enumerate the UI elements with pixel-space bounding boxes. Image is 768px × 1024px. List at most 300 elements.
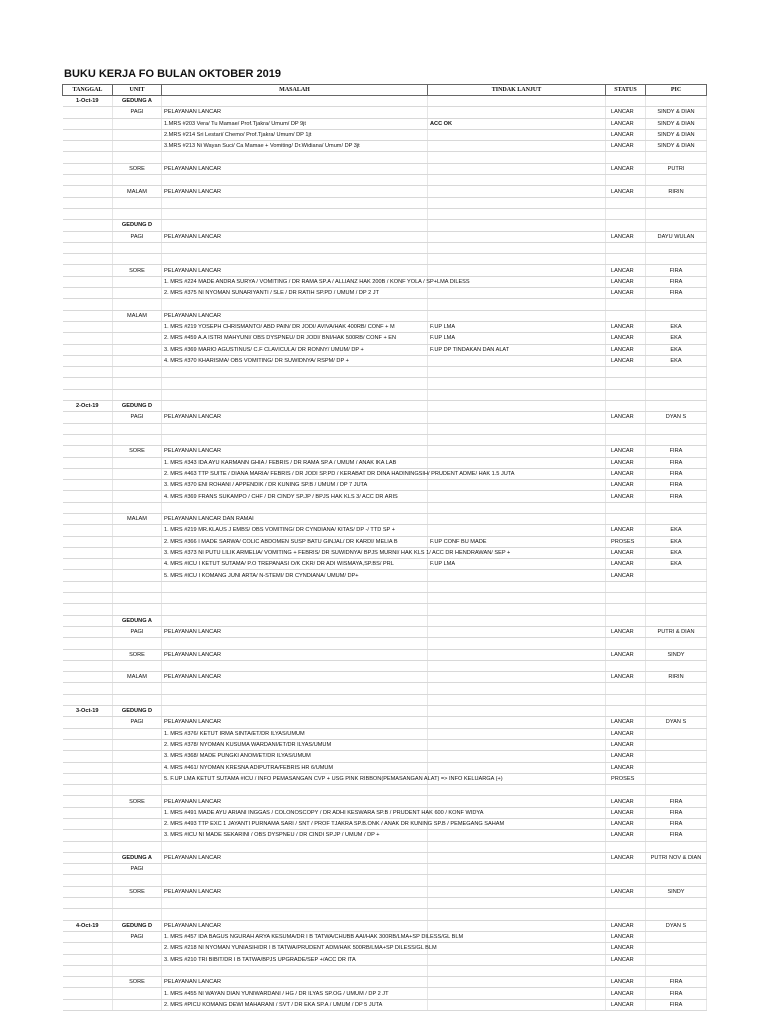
cell-tindak-lanjut[interactable] bbox=[428, 242, 606, 253]
cell-pic[interactable]: DYAN S bbox=[646, 412, 707, 423]
cell-status[interactable] bbox=[606, 841, 646, 852]
cell-pic[interactable] bbox=[646, 570, 707, 581]
cell-unit[interactable]: PAGI bbox=[113, 107, 162, 118]
cell-tanggal[interactable] bbox=[63, 536, 113, 547]
cell-pic[interactable]: PUTRI NOV & DIAN bbox=[646, 852, 707, 863]
cell-tanggal[interactable] bbox=[63, 638, 113, 649]
cell-pic[interactable] bbox=[646, 593, 707, 604]
cell-pic[interactable] bbox=[646, 208, 707, 219]
cell-tanggal[interactable] bbox=[63, 446, 113, 457]
cell-status[interactable]: PROSES bbox=[606, 773, 646, 784]
cell-tanggal[interactable] bbox=[63, 513, 113, 524]
cell-status[interactable]: LANCAR bbox=[606, 446, 646, 457]
cell-unit[interactable] bbox=[113, 875, 162, 886]
cell-status[interactable] bbox=[606, 615, 646, 626]
cell-pic[interactable]: FIRA bbox=[646, 977, 707, 988]
cell-unit[interactable] bbox=[113, 175, 162, 186]
cell-pic[interactable] bbox=[646, 502, 707, 513]
cell-unit[interactable]: MALAM bbox=[113, 186, 162, 197]
cell-masalah[interactable]: 1. MRS #224 MADE ANDRA SURYA / VOMITING / DR RAMA SP.A / ALLIANZ HAK 200B / KONF YOLA / SP+LMA DILESS bbox=[162, 276, 428, 287]
cell-unit[interactable] bbox=[113, 197, 162, 208]
cell-masalah[interactable] bbox=[162, 909, 428, 920]
cell-masalah[interactable]: PELAYANAN LANCAR bbox=[162, 717, 428, 728]
cell-unit[interactable] bbox=[113, 457, 162, 468]
cell-tindak-lanjut[interactable] bbox=[428, 412, 606, 423]
cell-pic[interactable]: SINDY bbox=[646, 649, 707, 660]
cell-masalah[interactable]: 1. MRS #457 IDA BAGUS NGURAH ARYA KESUMA/DR I B TATWA/CHUBB AAI/HAK 300RB/LMA+SP DILESS/GL BLM bbox=[162, 931, 428, 942]
cell-status[interactable]: LANCAR bbox=[606, 988, 646, 999]
cell-masalah[interactable]: PELAYANAN LANCAR bbox=[162, 886, 428, 897]
cell-unit[interactable] bbox=[113, 898, 162, 909]
cell-tindak-lanjut[interactable] bbox=[428, 401, 606, 412]
cell-status[interactable]: LANCAR bbox=[606, 931, 646, 942]
cell-pic[interactable]: FIRA bbox=[646, 468, 707, 479]
cell-tanggal[interactable] bbox=[63, 660, 113, 671]
cell-tanggal[interactable] bbox=[63, 186, 113, 197]
cell-status[interactable] bbox=[606, 367, 646, 378]
cell-tindak-lanjut[interactable] bbox=[428, 197, 606, 208]
cell-unit[interactable] bbox=[113, 288, 162, 299]
cell-unit[interactable] bbox=[113, 276, 162, 287]
cell-pic[interactable] bbox=[646, 683, 707, 694]
cell-masalah[interactable]: PELAYANAN LANCAR bbox=[162, 412, 428, 423]
cell-status[interactable] bbox=[606, 299, 646, 310]
cell-tindak-lanjut[interactable] bbox=[428, 852, 606, 863]
cell-masalah[interactable] bbox=[162, 785, 428, 796]
cell-pic[interactable] bbox=[646, 943, 707, 954]
cell-status[interactable]: LANCAR bbox=[606, 355, 646, 366]
cell-tindak-lanjut[interactable] bbox=[428, 977, 606, 988]
cell-masalah[interactable] bbox=[162, 875, 428, 886]
cell-pic[interactable]: DYAN S bbox=[646, 920, 707, 931]
cell-status[interactable] bbox=[606, 197, 646, 208]
cell-tanggal[interactable] bbox=[63, 242, 113, 253]
cell-tindak-lanjut[interactable] bbox=[428, 886, 606, 897]
cell-unit[interactable] bbox=[113, 604, 162, 615]
cell-pic[interactable] bbox=[646, 694, 707, 705]
cell-tindak-lanjut[interactable] bbox=[428, 615, 606, 626]
cell-unit[interactable] bbox=[113, 638, 162, 649]
cell-unit[interactable]: GEDUNG D bbox=[113, 220, 162, 231]
cell-tindak-lanjut[interactable] bbox=[428, 355, 606, 366]
cell-status[interactable]: LANCAR bbox=[606, 739, 646, 750]
cell-pic[interactable]: PUTRI bbox=[646, 163, 707, 174]
cell-tindak-lanjut[interactable] bbox=[428, 96, 606, 107]
cell-unit[interactable] bbox=[113, 355, 162, 366]
cell-pic[interactable] bbox=[646, 864, 707, 875]
cell-pic[interactable] bbox=[646, 615, 707, 626]
cell-tindak-lanjut[interactable] bbox=[428, 513, 606, 524]
cell-masalah[interactable]: 1. MRS #455 NI WAYAN DIAN YUNIWARDANI / HG / DR ILYAS SP.OG / UMUM / DP 2 JT bbox=[162, 988, 428, 999]
cell-masalah[interactable]: 2. MRS #493 TTP EXC 1 JAYANTI PURNAMA SARI / SNT / PROF TJAKRA SP.B.ONK / ANAK DR KUNING SP.B / PEMEGANG SAHAM bbox=[162, 819, 428, 830]
cell-unit[interactable]: MALAM bbox=[113, 672, 162, 683]
cell-unit[interactable] bbox=[113, 570, 162, 581]
cell-status[interactable] bbox=[606, 389, 646, 400]
cell-masalah[interactable]: 4. MRS #461/ NYOMAN KRESNA ADIPUTRA/FEBRIS HR 6/UMUM bbox=[162, 762, 428, 773]
cell-masalah[interactable]: 2. MRS #463 TTP SUITE / DIANA MARIA/ FEBRIS / DR JODI SP.PD / KERABAT DR DINA HADININGSIH/ PRUDENT ADME/ HAK 1.5 JUTA bbox=[162, 468, 428, 479]
cell-tindak-lanjut[interactable] bbox=[428, 909, 606, 920]
cell-masalah[interactable]: PELAYANAN LANCAR bbox=[162, 186, 428, 197]
cell-unit[interactable] bbox=[113, 434, 162, 445]
cell-masalah[interactable] bbox=[162, 581, 428, 592]
cell-tanggal[interactable] bbox=[63, 175, 113, 186]
cell-pic[interactable]: FIRA bbox=[646, 819, 707, 830]
cell-unit[interactable] bbox=[113, 785, 162, 796]
cell-status[interactable] bbox=[606, 898, 646, 909]
cell-pic[interactable]: EKA bbox=[646, 547, 707, 558]
cell-tanggal[interactable] bbox=[63, 954, 113, 965]
cell-status[interactable]: LANCAR bbox=[606, 751, 646, 762]
cell-tanggal[interactable] bbox=[63, 796, 113, 807]
cell-masalah[interactable]: PELAYANAN LANCAR bbox=[162, 649, 428, 660]
cell-tindak-lanjut[interactable] bbox=[428, 965, 606, 976]
cell-unit[interactable] bbox=[113, 299, 162, 310]
cell-pic[interactable]: FIRA bbox=[646, 288, 707, 299]
cell-tindak-lanjut[interactable] bbox=[428, 186, 606, 197]
cell-unit[interactable]: PAGI bbox=[113, 864, 162, 875]
cell-status[interactable]: LANCAR bbox=[606, 163, 646, 174]
cell-status[interactable]: LANCAR bbox=[606, 129, 646, 140]
cell-masalah[interactable] bbox=[162, 254, 428, 265]
cell-masalah[interactable] bbox=[162, 152, 428, 163]
cell-masalah[interactable] bbox=[162, 694, 428, 705]
cell-pic[interactable]: FIRA bbox=[646, 988, 707, 999]
cell-status[interactable] bbox=[606, 909, 646, 920]
cell-masalah[interactable]: PELAYANAN LANCAR bbox=[162, 265, 428, 276]
cell-unit[interactable] bbox=[113, 525, 162, 536]
cell-unit[interactable]: PAGI bbox=[113, 231, 162, 242]
cell-pic[interactable] bbox=[646, 581, 707, 592]
cell-tanggal[interactable] bbox=[63, 129, 113, 140]
cell-status[interactable] bbox=[606, 254, 646, 265]
cell-pic[interactable] bbox=[646, 762, 707, 773]
cell-tindak-lanjut[interactable] bbox=[428, 683, 606, 694]
cell-tanggal[interactable] bbox=[63, 208, 113, 219]
cell-tanggal[interactable] bbox=[63, 999, 113, 1010]
cell-tanggal[interactable] bbox=[63, 434, 113, 445]
cell-pic[interactable]: SINDY & DIAN bbox=[646, 107, 707, 118]
cell-tanggal[interactable] bbox=[63, 762, 113, 773]
cell-masalah[interactable]: PELAYANAN LANCAR bbox=[162, 626, 428, 637]
cell-masalah[interactable]: 1.MRS #203 Vera/ Tu Mamae/ Prof.Tjakra/ Umum/ DP 9jt bbox=[162, 118, 428, 129]
cell-status[interactable] bbox=[606, 513, 646, 524]
cell-pic[interactable]: DYAN S bbox=[646, 717, 707, 728]
cell-status[interactable]: LANCAR bbox=[606, 141, 646, 152]
cell-status[interactable] bbox=[606, 434, 646, 445]
cell-masalah[interactable] bbox=[162, 220, 428, 231]
cell-masalah[interactable]: 5. MRS #ICU I KOMANG JUNI ARTA/ N-STEMI/ DR CYNDIANA/ UMUM/ DP+ bbox=[162, 570, 428, 581]
cell-unit[interactable] bbox=[113, 909, 162, 920]
cell-status[interactable] bbox=[606, 875, 646, 886]
cell-tanggal[interactable] bbox=[63, 480, 113, 491]
cell-unit[interactable] bbox=[113, 547, 162, 558]
cell-masalah[interactable]: PELAYANAN LANCAR bbox=[162, 977, 428, 988]
cell-tanggal[interactable] bbox=[63, 626, 113, 637]
cell-unit[interactable] bbox=[113, 751, 162, 762]
cell-status[interactable]: LANCAR bbox=[606, 525, 646, 536]
cell-masalah[interactable]: PELAYANAN LANCAR DAN RAMAI bbox=[162, 513, 428, 524]
cell-pic[interactable]: FIRA bbox=[646, 796, 707, 807]
cell-unit[interactable]: SORE bbox=[113, 796, 162, 807]
cell-masalah[interactable]: PELAYANAN LANCAR bbox=[162, 920, 428, 931]
cell-status[interactable] bbox=[606, 864, 646, 875]
cell-masalah[interactable]: 2. MRS #378/ NYOMAN KUSUMA WARDANI/ET/DR ILYAS/UMUM bbox=[162, 739, 428, 750]
cell-unit[interactable] bbox=[113, 378, 162, 389]
cell-masalah[interactable] bbox=[162, 401, 428, 412]
cell-status[interactable]: LANCAR bbox=[606, 920, 646, 931]
cell-unit[interactable]: GEDUNG D bbox=[113, 706, 162, 717]
cell-tindak-lanjut[interactable] bbox=[428, 231, 606, 242]
cell-pic[interactable]: FIRA bbox=[646, 276, 707, 287]
cell-unit[interactable] bbox=[113, 491, 162, 502]
cell-pic[interactable]: DAYU WULAN bbox=[646, 231, 707, 242]
cell-unit[interactable] bbox=[113, 660, 162, 671]
cell-tanggal[interactable]: 3-Oct-19 bbox=[63, 706, 113, 717]
cell-pic[interactable] bbox=[646, 197, 707, 208]
cell-status[interactable]: LANCAR bbox=[606, 412, 646, 423]
cell-status[interactable]: LANCAR bbox=[606, 186, 646, 197]
cell-pic[interactable] bbox=[646, 638, 707, 649]
cell-unit[interactable] bbox=[113, 480, 162, 491]
cell-unit[interactable] bbox=[113, 739, 162, 750]
cell-tanggal[interactable] bbox=[63, 931, 113, 942]
cell-unit[interactable]: SORE bbox=[113, 446, 162, 457]
cell-masalah[interactable] bbox=[162, 367, 428, 378]
cell-unit[interactable] bbox=[113, 367, 162, 378]
cell-tindak-lanjut[interactable] bbox=[428, 152, 606, 163]
cell-tanggal[interactable] bbox=[63, 898, 113, 909]
cell-masalah[interactable] bbox=[162, 638, 428, 649]
cell-pic[interactable]: EKA bbox=[646, 344, 707, 355]
cell-tanggal[interactable] bbox=[63, 197, 113, 208]
cell-tindak-lanjut[interactable]: F.UP LMA bbox=[428, 333, 606, 344]
cell-tindak-lanjut[interactable] bbox=[428, 220, 606, 231]
cell-masalah[interactable]: 2. MRS #375 NI NYOMAN SUNARIYANTI / SLE / DR RATIH SP.PD / UMUM / DP 2 JT bbox=[162, 288, 428, 299]
cell-status[interactable] bbox=[606, 660, 646, 671]
cell-tanggal[interactable] bbox=[63, 672, 113, 683]
cell-tanggal[interactable] bbox=[63, 355, 113, 366]
cell-tanggal[interactable] bbox=[63, 491, 113, 502]
cell-masalah[interactable] bbox=[162, 965, 428, 976]
cell-tindak-lanjut[interactable] bbox=[428, 208, 606, 219]
cell-tindak-lanjut[interactable] bbox=[428, 254, 606, 265]
cell-unit[interactable]: PAGI bbox=[113, 717, 162, 728]
cell-unit[interactable]: GEDUNG A bbox=[113, 615, 162, 626]
cell-tanggal[interactable] bbox=[63, 525, 113, 536]
cell-pic[interactable]: SINDY & DIAN bbox=[646, 129, 707, 140]
cell-tindak-lanjut[interactable] bbox=[428, 796, 606, 807]
cell-pic[interactable] bbox=[646, 310, 707, 321]
cell-tanggal[interactable] bbox=[63, 502, 113, 513]
cell-tanggal[interactable] bbox=[63, 988, 113, 999]
cell-status[interactable]: LANCAR bbox=[606, 672, 646, 683]
cell-unit[interactable] bbox=[113, 954, 162, 965]
cell-tanggal[interactable] bbox=[63, 344, 113, 355]
cell-masalah[interactable] bbox=[162, 706, 428, 717]
cell-pic[interactable]: FIRA bbox=[646, 491, 707, 502]
cell-status[interactable]: LANCAR bbox=[606, 468, 646, 479]
cell-pic[interactable]: FIRA bbox=[646, 265, 707, 276]
cell-tanggal[interactable] bbox=[63, 717, 113, 728]
cell-unit[interactable] bbox=[113, 321, 162, 332]
cell-tindak-lanjut[interactable] bbox=[428, 841, 606, 852]
cell-masalah[interactable]: 4. MRS #369 FRANS SUKAMPO / CHF / DR CINDY SP.JP / BPJS HAK KLS 3/ ACC DR ARIS bbox=[162, 491, 428, 502]
cell-tanggal[interactable] bbox=[63, 152, 113, 163]
cell-masalah[interactable] bbox=[162, 389, 428, 400]
cell-unit[interactable]: SORE bbox=[113, 886, 162, 897]
cell-status[interactable]: LANCAR bbox=[606, 276, 646, 287]
cell-tindak-lanjut[interactable] bbox=[428, 141, 606, 152]
cell-pic[interactable] bbox=[646, 875, 707, 886]
cell-tindak-lanjut[interactable]: F.UP DP TINDAKAN DAN ALAT bbox=[428, 344, 606, 355]
cell-tindak-lanjut[interactable] bbox=[428, 288, 606, 299]
cell-tindak-lanjut[interactable] bbox=[428, 864, 606, 875]
cell-pic[interactable] bbox=[646, 96, 707, 107]
cell-masalah[interactable]: 3. MRS #ICU NI MADE SEKARINI / OBS DYSPNEU / DR CINDI SP.JP / UMUM / DP + bbox=[162, 830, 428, 841]
cell-masalah[interactable] bbox=[162, 378, 428, 389]
cell-tanggal[interactable] bbox=[63, 265, 113, 276]
cell-status[interactable]: LANCAR bbox=[606, 321, 646, 332]
cell-unit[interactable]: PAGI bbox=[113, 931, 162, 942]
cell-status[interactable]: LANCAR bbox=[606, 547, 646, 558]
cell-masalah[interactable]: PELAYANAN LANCAR bbox=[162, 852, 428, 863]
cell-unit[interactable] bbox=[113, 999, 162, 1010]
cell-unit[interactable]: GEDUNG A bbox=[113, 96, 162, 107]
cell-pic[interactable] bbox=[646, 660, 707, 671]
cell-unit[interactable] bbox=[113, 333, 162, 344]
cell-unit[interactable] bbox=[113, 965, 162, 976]
cell-status[interactable]: LANCAR bbox=[606, 852, 646, 863]
cell-tanggal[interactable] bbox=[63, 864, 113, 875]
cell-status[interactable]: LANCAR bbox=[606, 626, 646, 637]
cell-pic[interactable] bbox=[646, 706, 707, 717]
cell-status[interactable]: LANCAR bbox=[606, 344, 646, 355]
cell-status[interactable] bbox=[606, 208, 646, 219]
cell-unit[interactable]: GEDUNG A bbox=[113, 852, 162, 863]
cell-tanggal[interactable] bbox=[63, 254, 113, 265]
cell-pic[interactable] bbox=[646, 254, 707, 265]
cell-unit[interactable]: SORE bbox=[113, 977, 162, 988]
cell-unit[interactable] bbox=[113, 694, 162, 705]
cell-tanggal[interactable] bbox=[63, 886, 113, 897]
cell-tindak-lanjut[interactable] bbox=[428, 751, 606, 762]
cell-tindak-lanjut[interactable] bbox=[428, 378, 606, 389]
cell-unit[interactable] bbox=[113, 819, 162, 830]
cell-pic[interactable]: RIRIN bbox=[646, 186, 707, 197]
cell-tanggal[interactable] bbox=[63, 943, 113, 954]
cell-unit[interactable] bbox=[113, 762, 162, 773]
cell-masalah[interactable]: 1. MRS #343 IDA AYU KARMANN GHIA / FEBRIS / DR RAMA SP.A / UMUM / ANAK IKA LAB bbox=[162, 457, 428, 468]
cell-tindak-lanjut[interactable] bbox=[428, 626, 606, 637]
cell-tanggal[interactable] bbox=[63, 819, 113, 830]
cell-pic[interactable]: SINDY & DIAN bbox=[646, 141, 707, 152]
cell-tanggal[interactable] bbox=[63, 412, 113, 423]
cell-pic[interactable]: SINDY & DIAN bbox=[646, 118, 707, 129]
cell-tanggal[interactable] bbox=[63, 852, 113, 863]
cell-status[interactable] bbox=[606, 683, 646, 694]
cell-pic[interactable]: FIRA bbox=[646, 830, 707, 841]
cell-pic[interactable]: EKA bbox=[646, 355, 707, 366]
cell-unit[interactable] bbox=[113, 683, 162, 694]
cell-unit[interactable]: PAGI bbox=[113, 412, 162, 423]
cell-status[interactable] bbox=[606, 593, 646, 604]
cell-tindak-lanjut[interactable] bbox=[428, 299, 606, 310]
cell-status[interactable]: LANCAR bbox=[606, 559, 646, 570]
cell-masalah[interactable]: PELAYANAN LANCAR bbox=[162, 107, 428, 118]
cell-unit[interactable]: SORE bbox=[113, 649, 162, 660]
cell-tanggal[interactable] bbox=[63, 367, 113, 378]
cell-pic[interactable] bbox=[646, 513, 707, 524]
cell-pic[interactable] bbox=[646, 378, 707, 389]
cell-status[interactable]: LANCAR bbox=[606, 288, 646, 299]
cell-pic[interactable] bbox=[646, 739, 707, 750]
cell-status[interactable]: LANCAR bbox=[606, 570, 646, 581]
cell-unit[interactable] bbox=[113, 536, 162, 547]
cell-pic[interactable]: FIRA bbox=[646, 999, 707, 1010]
cell-unit[interactable] bbox=[113, 581, 162, 592]
cell-masalah[interactable] bbox=[162, 615, 428, 626]
cell-status[interactable]: LANCAR bbox=[606, 954, 646, 965]
cell-status[interactable]: LANCAR bbox=[606, 333, 646, 344]
cell-pic[interactable] bbox=[646, 751, 707, 762]
cell-pic[interactable] bbox=[646, 220, 707, 231]
cell-tindak-lanjut[interactable] bbox=[428, 875, 606, 886]
cell-unit[interactable] bbox=[113, 807, 162, 818]
cell-tindak-lanjut[interactable] bbox=[428, 649, 606, 660]
cell-status[interactable] bbox=[606, 581, 646, 592]
cell-masalah[interactable]: PELAYANAN LANCAR bbox=[162, 672, 428, 683]
cell-tindak-lanjut[interactable] bbox=[428, 480, 606, 491]
cell-tindak-lanjut[interactable] bbox=[428, 762, 606, 773]
cell-status[interactable] bbox=[606, 502, 646, 513]
cell-pic[interactable] bbox=[646, 604, 707, 615]
cell-status[interactable]: LANCAR bbox=[606, 265, 646, 276]
cell-tanggal[interactable] bbox=[63, 310, 113, 321]
cell-status[interactable] bbox=[606, 401, 646, 412]
cell-tindak-lanjut[interactable] bbox=[428, 457, 606, 468]
cell-masalah[interactable]: 4. MRS #ICU I KETUT SUTAMA/ P.O TREPANASI O/K CKR/ DR ADI WISMAYA,SP.BS/ PRL bbox=[162, 559, 428, 570]
cell-tanggal[interactable] bbox=[63, 321, 113, 332]
cell-tanggal[interactable] bbox=[63, 683, 113, 694]
cell-unit[interactable] bbox=[113, 841, 162, 852]
cell-tanggal[interactable] bbox=[63, 288, 113, 299]
cell-masalah[interactable] bbox=[162, 864, 428, 875]
cell-tindak-lanjut[interactable] bbox=[428, 434, 606, 445]
cell-masalah[interactable] bbox=[162, 683, 428, 694]
cell-unit[interactable]: GEDUNG D bbox=[113, 401, 162, 412]
cell-masalah[interactable]: PELAYANAN LANCAR bbox=[162, 796, 428, 807]
cell-tanggal[interactable] bbox=[63, 739, 113, 750]
cell-masalah[interactable]: 1. MRS #219 YOSEPH CHRISMANTO/ ABD PAIN/ DR JODI/ AVIVA/HAK 400RB/ CONF + M bbox=[162, 321, 428, 332]
cell-unit[interactable] bbox=[113, 593, 162, 604]
cell-tindak-lanjut[interactable] bbox=[428, 265, 606, 276]
cell-pic[interactable]: FIRA bbox=[646, 807, 707, 818]
cell-status[interactable]: LANCAR bbox=[606, 118, 646, 129]
cell-status[interactable]: LANCAR bbox=[606, 819, 646, 830]
cell-tindak-lanjut[interactable] bbox=[428, 739, 606, 750]
cell-masalah[interactable]: 2. MRS #459 A.A ISTRI MAHYUNI/ OBS DYSPNEU/ DR JODI/ BNI/HAK 500RB/ CONF + EN bbox=[162, 333, 428, 344]
cell-unit[interactable] bbox=[113, 830, 162, 841]
cell-tindak-lanjut[interactable] bbox=[428, 389, 606, 400]
cell-unit[interactable]: SORE bbox=[113, 163, 162, 174]
cell-unit[interactable]: MALAM bbox=[113, 310, 162, 321]
cell-status[interactable] bbox=[606, 785, 646, 796]
cell-tanggal[interactable] bbox=[63, 333, 113, 344]
cell-tindak-lanjut[interactable] bbox=[428, 717, 606, 728]
cell-status[interactable] bbox=[606, 604, 646, 615]
cell-masalah[interactable]: 5. F.UP LMA KETUT SUTAMA #ICU / INFO PEMASANGAN CVP + USG PINK RIBBON(PEMASANGAN ALAT) => INFO KELUARGA (+) bbox=[162, 773, 428, 784]
cell-tanggal[interactable] bbox=[63, 807, 113, 818]
